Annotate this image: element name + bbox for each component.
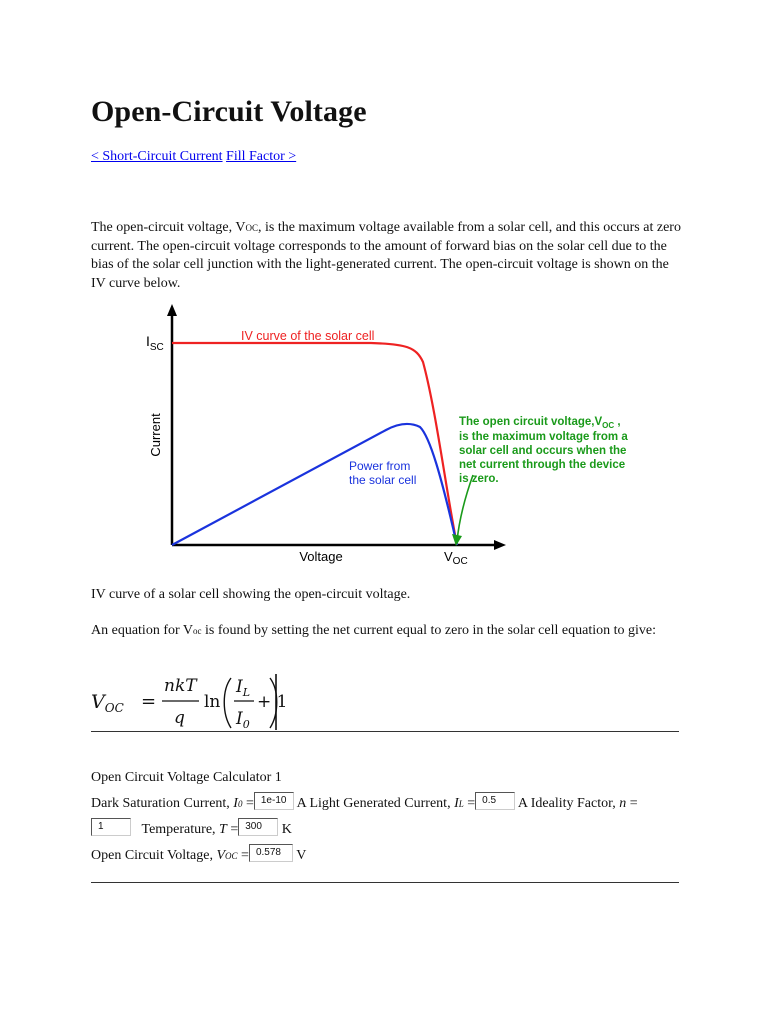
divider-top bbox=[91, 731, 679, 732]
dark-unit: A bbox=[296, 796, 306, 811]
y-axis-label: Current bbox=[148, 413, 163, 457]
iv-curve-figure bbox=[146, 300, 628, 572]
eq-lhs: $V_{OC}$ bbox=[91, 691, 124, 715]
eq-intro-text-1: An equation for V bbox=[91, 623, 193, 638]
ideality-eq: = bbox=[626, 796, 638, 811]
eq-denominator: q bbox=[174, 708, 185, 728]
equation-intro bbox=[91, 622, 681, 641]
note-line-2: is the maximum voltage from a bbox=[459, 431, 628, 443]
eq-ln: ln bbox=[204, 692, 221, 712]
voc-symbol: VOC bbox=[216, 848, 238, 863]
intro-paragraph bbox=[91, 219, 681, 293]
next-link-fill-factor[interactable]: Fill Factor > bbox=[226, 149, 297, 164]
voc-equation bbox=[91, 668, 291, 733]
light-eq: = bbox=[463, 796, 476, 811]
eq-equals: = bbox=[141, 691, 157, 712]
light-current-symbol: IL bbox=[454, 796, 464, 811]
eq-intro-subscript: oc bbox=[193, 626, 202, 636]
calculator-title: Open Circuit Voltage Calculator 1 bbox=[91, 770, 282, 785]
temperature-label: Temperature, bbox=[141, 822, 220, 837]
eq-plus-one: + 1 bbox=[257, 692, 288, 712]
dark-current-input[interactable]: 1e-10 bbox=[254, 792, 294, 810]
power-label-1: Power from bbox=[349, 459, 411, 473]
light-unit: A bbox=[517, 796, 528, 811]
isc-label: $I_{SC}$ bbox=[146, 333, 164, 353]
page-title: Open-Circuit Voltage bbox=[91, 95, 367, 128]
temperature-symbol: T bbox=[219, 822, 227, 837]
ideality-label: Ideality Factor, bbox=[527, 796, 620, 811]
voc-output-label: Open Circuit Voltage, bbox=[91, 848, 217, 863]
note-line-3: solar cell and occurs when the bbox=[459, 445, 627, 457]
note-line-5: is zero. bbox=[459, 473, 499, 485]
dark-current-symbol: I0 bbox=[233, 796, 243, 811]
note-line-1: The open circuit $voltage,V_{OC}$ , bbox=[459, 416, 621, 430]
prev-link-short-circuit-current[interactable]: < Short-Circuit Current bbox=[91, 149, 223, 164]
intro-text-1: The open-circuit voltage, V bbox=[91, 220, 246, 235]
iv-curve-label: IV curve of the solar cell bbox=[241, 329, 375, 343]
intro-subscript: OC bbox=[245, 223, 258, 233]
temp-unit: K bbox=[281, 822, 292, 837]
calc-row-3 bbox=[91, 843, 681, 869]
light-current-input[interactable]: 0.5 bbox=[475, 792, 515, 810]
ideality-symbol: n bbox=[619, 796, 627, 811]
calc-row-2 bbox=[91, 817, 681, 843]
light-current-label: Light Generated Current, bbox=[305, 796, 455, 811]
voc-unit: V bbox=[296, 848, 307, 863]
voc-output-field: 0.578 bbox=[249, 844, 293, 862]
temperature-input[interactable]: 300 bbox=[238, 818, 278, 836]
eq-frac2-num: $I_L$ bbox=[236, 677, 251, 699]
dark-current-label: Dark Saturation Current, bbox=[91, 796, 234, 811]
figure-caption: IV curve of a solar cell showing the open-circuit voltage. bbox=[91, 587, 411, 602]
ideality-input[interactable]: 1 bbox=[91, 818, 131, 836]
temp-eq: = bbox=[226, 822, 239, 837]
breadcrumb bbox=[91, 149, 296, 165]
note-line-4: net current through the device bbox=[459, 459, 626, 471]
x-axis-label: Voltage bbox=[299, 549, 343, 564]
voc-label: $V_{OC}$ bbox=[444, 549, 468, 567]
eq-numerator: nkT bbox=[164, 676, 197, 696]
eq-intro-text-2: is found by setting the net current equal to zero in the solar cell equation to give: bbox=[201, 623, 656, 638]
divider-bottom bbox=[91, 882, 679, 883]
voc-calculator bbox=[91, 765, 681, 869]
voc-annotation bbox=[459, 416, 628, 485]
power-label-2: the solar cell bbox=[349, 473, 417, 487]
eq-frac2-den: $I_0$ bbox=[236, 709, 250, 731]
iv-curve-line bbox=[172, 343, 457, 545]
calc-row-1 bbox=[91, 791, 681, 817]
voc-eq: = bbox=[237, 848, 249, 863]
dark-eq: = bbox=[242, 796, 254, 811]
intro-text-2: , is the maximum voltage available from a solar cell, and this occurs at zero current. The open-circuit voltage corresponds to the amount of forward bias on the solar cell due to the bias of the solar cell junction with the light-generated current. The open-circuit voltage is shown on the IV curve below. bbox=[91, 220, 681, 291]
